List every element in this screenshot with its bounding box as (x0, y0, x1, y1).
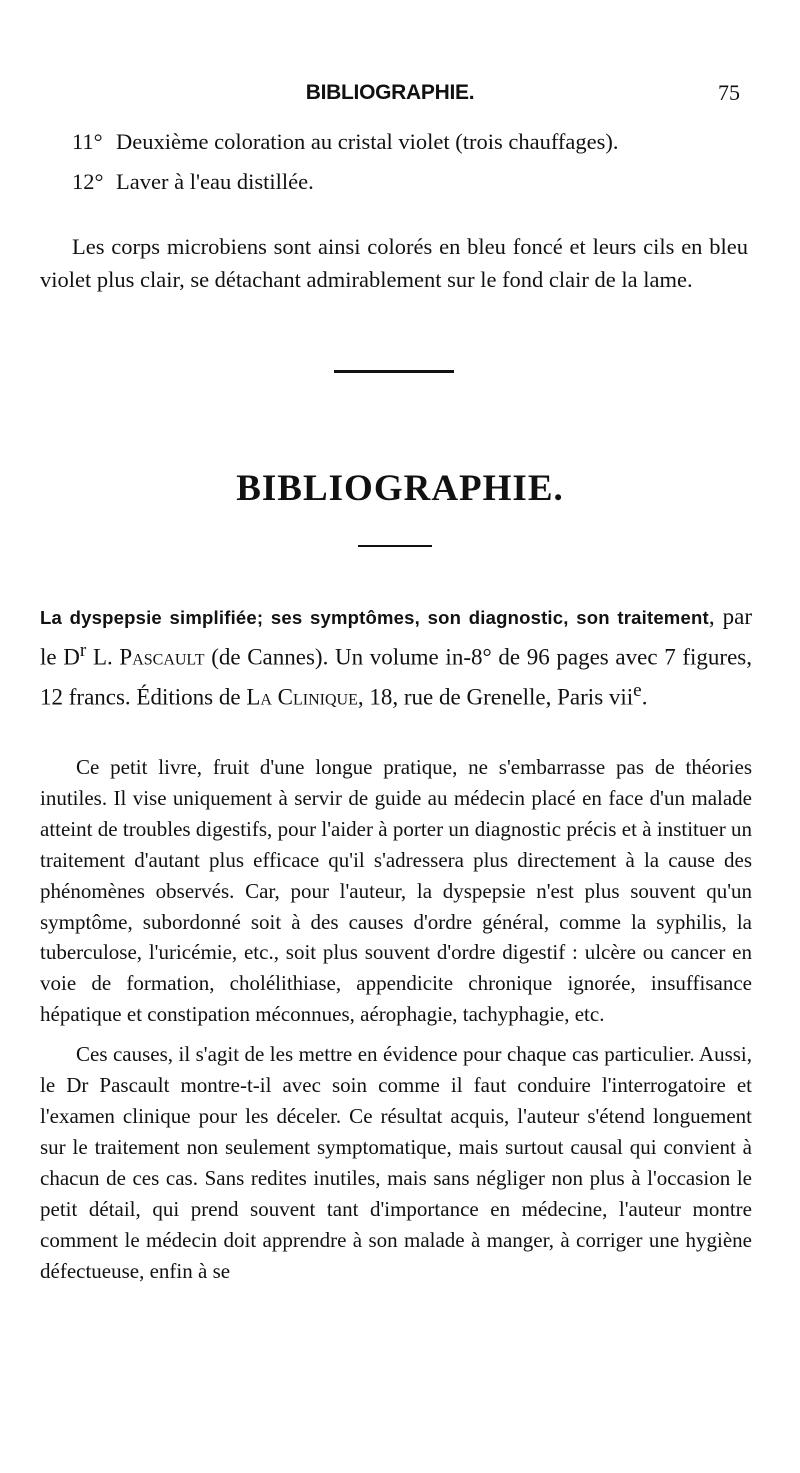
book-address: , 18, rue de Grenelle, Paris vii (357, 684, 634, 710)
procedure-step (72, 162, 762, 202)
book-entry (40, 600, 752, 713)
title-divider (358, 545, 432, 547)
book-by: , par le D (40, 604, 752, 670)
page-number: 75 (718, 80, 740, 105)
review-paragraph: Ces causes, il s'agit de les mettre en évidence pour chaque cas particulier. Aussi, le Dr Pascault montre-t-il avec soin comme il faut conduire l'interrogatoire et l'examen clinique pour les déceler. Ce résultat acquis, l'auteur s'étend longuement sur le traitement non seulement symptomatique, mais surtout causal qui convient à chacun de ces cas. Sans redites inutiles, mais sans négliger non plus à l'occasion le petit détail, qui prend souvent tant d'importance en médecine, l'auteur montre comment le médecin doit apprendre à son malade à manger, à corriger une hygiène défectueuse, enfin à se (40, 1042, 752, 1283)
section-divider (334, 370, 454, 373)
review-text (40, 752, 752, 1295)
step-number: 11° (72, 129, 103, 154)
running-title: BIBLIOGRAPHIE. (305, 81, 475, 104)
intro-paragraph-text: Les corps microbiens sont ainsi colorés en bleu foncé et leurs cils en bleu violet plus clair, se détachant admirablement sur le fond clair de la lame. (40, 234, 748, 292)
book-title: La dyspepsie simplifiée; ses symptômes, son diagnostic, son traitement (40, 607, 709, 628)
step-number: 12° (72, 169, 104, 194)
book-details: (de Cannes). Un volume in-8° de 96 pages avec 7 figures, 12 francs. Éditions de (40, 644, 753, 710)
procedure-steps (72, 122, 762, 202)
book-publisher: La Clinique (246, 684, 358, 710)
book-author: L. Pascault (92, 644, 205, 670)
step-text: Deuxième coloration au cristal violet (trois chauffages). (116, 129, 619, 154)
doctor-abbrev-sup: r (79, 640, 87, 661)
arrondissement-sup: e (633, 679, 642, 701)
step-text: Laver à l'eau distillée. (116, 169, 314, 194)
book-entry-end: . (641, 684, 648, 710)
review-paragraph: Ce petit livre, fruit d'une longue pratique, ne s'embarrasse pas de théories inutiles. Il vise uniquement à servir de guide au médecin placé en face d'un malade atteint de troubles digestifs, pour l'aider à porter un diagnostic précis et à instituer un traitement d'autant plus efficace qu'il s'adressera plus directement à la cause des phénomènes observés. Car, pour l'auteur, la dyspepsie n'est plus souvent qu'un symptôme, subordonné soit à des causes d'ordre général, comme la syphilis, la tuberculose, l'uricémie, etc., soit plus souvent d'ordre digestif : ulcère ou cancer en voie de formation, cholélithiase, appendicite chronique ignorée, insuffisance hépatique et constipation méconnues, aérophagie, tachyphagie, etc. (40, 755, 752, 1027)
procedure-step (72, 122, 762, 162)
intro-paragraph (40, 230, 748, 296)
running-header (40, 78, 740, 108)
section-title: BIBLIOGRAPHIE. (236, 468, 564, 509)
